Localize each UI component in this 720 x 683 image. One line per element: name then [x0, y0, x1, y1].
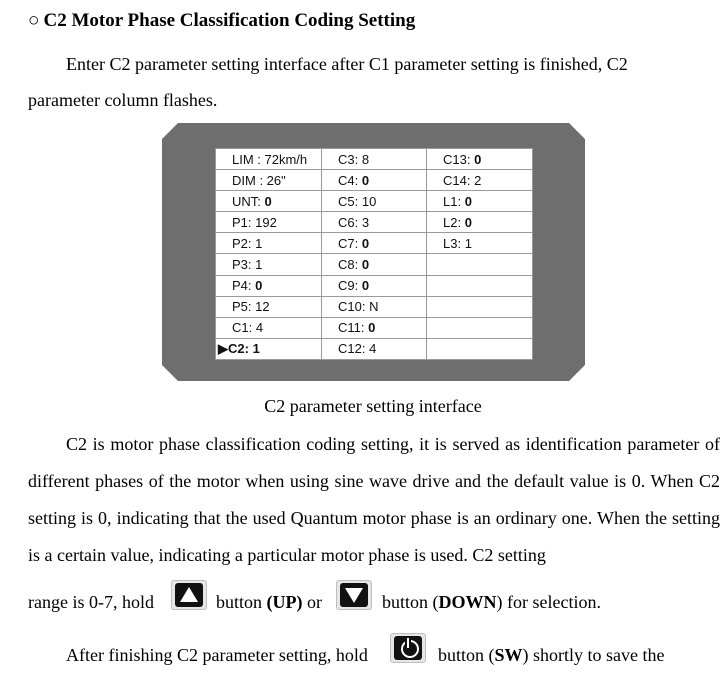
param-value: 1	[464, 235, 472, 251]
lcd-cell	[427, 317, 533, 338]
param-label: P1:	[232, 214, 256, 230]
param-value: 4	[255, 320, 264, 336]
body-paragraph	[28, 426, 720, 574]
lcd-cell	[322, 212, 427, 233]
param-label: UNT:	[232, 193, 265, 209]
lcd-cell	[427, 212, 533, 233]
lcd-row	[216, 191, 533, 212]
lcd-row	[216, 233, 533, 254]
lcd-cell	[322, 149, 427, 170]
param-label: C6:	[338, 214, 362, 230]
power-icon	[401, 640, 419, 658]
param-label: C13:	[443, 151, 475, 167]
figure-caption: C2 parameter setting interface	[264, 396, 482, 416]
range-line	[28, 578, 720, 614]
heading-title: C2 Motor Phase Classification Coding Setting	[43, 10, 416, 31]
param-label: P5:	[232, 299, 256, 315]
lcd-row	[216, 149, 533, 170]
lcd-cell	[427, 338, 533, 359]
param-value: N	[369, 299, 379, 315]
parameter-table	[215, 148, 533, 360]
lcd-cell	[322, 254, 427, 275]
lcd-cell	[216, 254, 322, 275]
lcd-cell	[427, 191, 533, 212]
param-label: LIM :	[232, 151, 265, 167]
param-label: DIM :	[232, 172, 267, 188]
param-label: C14:	[443, 172, 475, 188]
range-suffix-group	[382, 592, 601, 613]
param-value: 10	[361, 193, 377, 209]
lcd-row	[216, 338, 533, 359]
param-label: L3:	[443, 235, 465, 251]
lcd-row	[216, 275, 533, 296]
range-mid1: button	[216, 592, 267, 612]
range-mid2: or	[302, 592, 322, 612]
down-button-icon	[336, 580, 372, 610]
lcd-cell	[322, 233, 427, 254]
lcd-cell	[216, 149, 322, 170]
param-label: ▶C2:	[218, 340, 253, 356]
lcd-cell	[322, 338, 427, 359]
circle-bullet: ○	[28, 10, 40, 31]
sw-label: SW	[494, 645, 523, 665]
lcd-cell	[216, 233, 322, 254]
param-label: C3:	[338, 151, 362, 167]
up-label: (UP)	[266, 592, 303, 612]
lcd-cell	[322, 296, 427, 317]
param-value: 0	[264, 193, 272, 209]
lcd-cell	[427, 233, 533, 254]
down-label: DOWN	[438, 592, 497, 612]
lcd-cell	[322, 275, 427, 296]
lcd-row	[216, 254, 533, 275]
param-value: 192	[255, 214, 277, 230]
up-button-icon	[171, 580, 207, 610]
range-suffix: ) for selection.	[496, 592, 601, 612]
param-value: 8	[361, 151, 370, 167]
lcd-cell	[216, 170, 322, 191]
lcd-cell	[216, 296, 322, 317]
last-mid: button (	[438, 645, 495, 665]
param-label: C12:	[338, 341, 370, 357]
lcd-cell	[427, 149, 533, 170]
param-value: 26"	[266, 172, 286, 188]
body-text: C2 is motor phase classification coding setting, it is served as identification parameter of different phases of the motor when using sine wave drive and the default value is 0. When C2 setting is 0, indicating that the used Quantum motor phase is an ordinary one. When the setting is a certain value, indicating a particular motor phase is used. C2 setting	[28, 434, 720, 565]
param-value: 0	[255, 278, 263, 294]
lcd-screen	[215, 148, 532, 360]
lcd-cell	[322, 317, 427, 338]
param-value: 72km/h	[264, 151, 308, 167]
param-value: 12	[255, 299, 270, 315]
lcd-cell	[216, 317, 322, 338]
last-suffix: ) shortly to save the	[522, 645, 665, 665]
sw-button-icon	[390, 633, 426, 663]
down-triangle-icon	[345, 588, 363, 603]
power-bar	[407, 638, 409, 648]
param-value: 0	[361, 278, 370, 294]
lcd-cell	[427, 275, 533, 296]
lcd-cell	[216, 338, 322, 359]
param-value: 4	[369, 341, 377, 357]
lcd-row	[216, 212, 533, 233]
range-mid3: button (	[382, 592, 439, 612]
lcd-cell	[322, 170, 427, 191]
lcd-cell	[322, 191, 427, 212]
param-value: 0	[361, 235, 370, 251]
param-value: 0	[361, 172, 370, 188]
lcd-row	[216, 170, 533, 191]
param-label: L2:	[443, 214, 465, 230]
param-value: 0	[464, 214, 472, 230]
lcd-cell	[427, 296, 533, 317]
param-label: C10:	[338, 299, 370, 315]
up-triangle-icon	[180, 587, 198, 602]
param-label: C9:	[338, 278, 362, 294]
lcd-cell	[216, 275, 322, 296]
param-value: 1	[255, 235, 263, 251]
lcd-row	[216, 317, 533, 338]
intro-paragraph: Enter C2 parameter setting interface after C1 parameter setting is finished, C2 parameter column flashes.	[28, 54, 628, 110]
range-prefix: range is 0-7, hold	[28, 592, 154, 612]
lcd-cell	[216, 212, 322, 233]
lcd-row	[216, 296, 533, 317]
param-value: 3	[361, 214, 370, 230]
param-label: C4:	[338, 172, 362, 188]
section-heading	[28, 10, 415, 32]
lcd-cell	[427, 254, 533, 275]
param-value: 1	[252, 340, 260, 356]
param-value: 2	[474, 172, 482, 188]
param-value: 0	[464, 193, 472, 209]
param-value: 1	[255, 257, 263, 273]
param-label: C11:	[338, 320, 369, 336]
param-label: C8:	[338, 257, 362, 273]
last-line	[28, 633, 720, 669]
lcd-cell	[427, 170, 533, 191]
last-prefix: After finishing C2 parameter setting, hold	[66, 645, 368, 665]
param-label: C1:	[232, 320, 256, 336]
param-label: L1:	[443, 193, 465, 209]
param-label: P3:	[232, 257, 256, 273]
param-value: 0	[361, 257, 370, 273]
param-label: C7:	[338, 235, 362, 251]
last-suffix-group	[438, 645, 665, 666]
param-value: 0	[474, 151, 482, 167]
param-value: 0	[368, 320, 376, 336]
param-label: C5:	[338, 193, 362, 209]
range-mid	[216, 592, 322, 613]
param-label: P4:	[232, 278, 256, 294]
param-label: P2:	[232, 235, 256, 251]
lcd-cell	[216, 191, 322, 212]
